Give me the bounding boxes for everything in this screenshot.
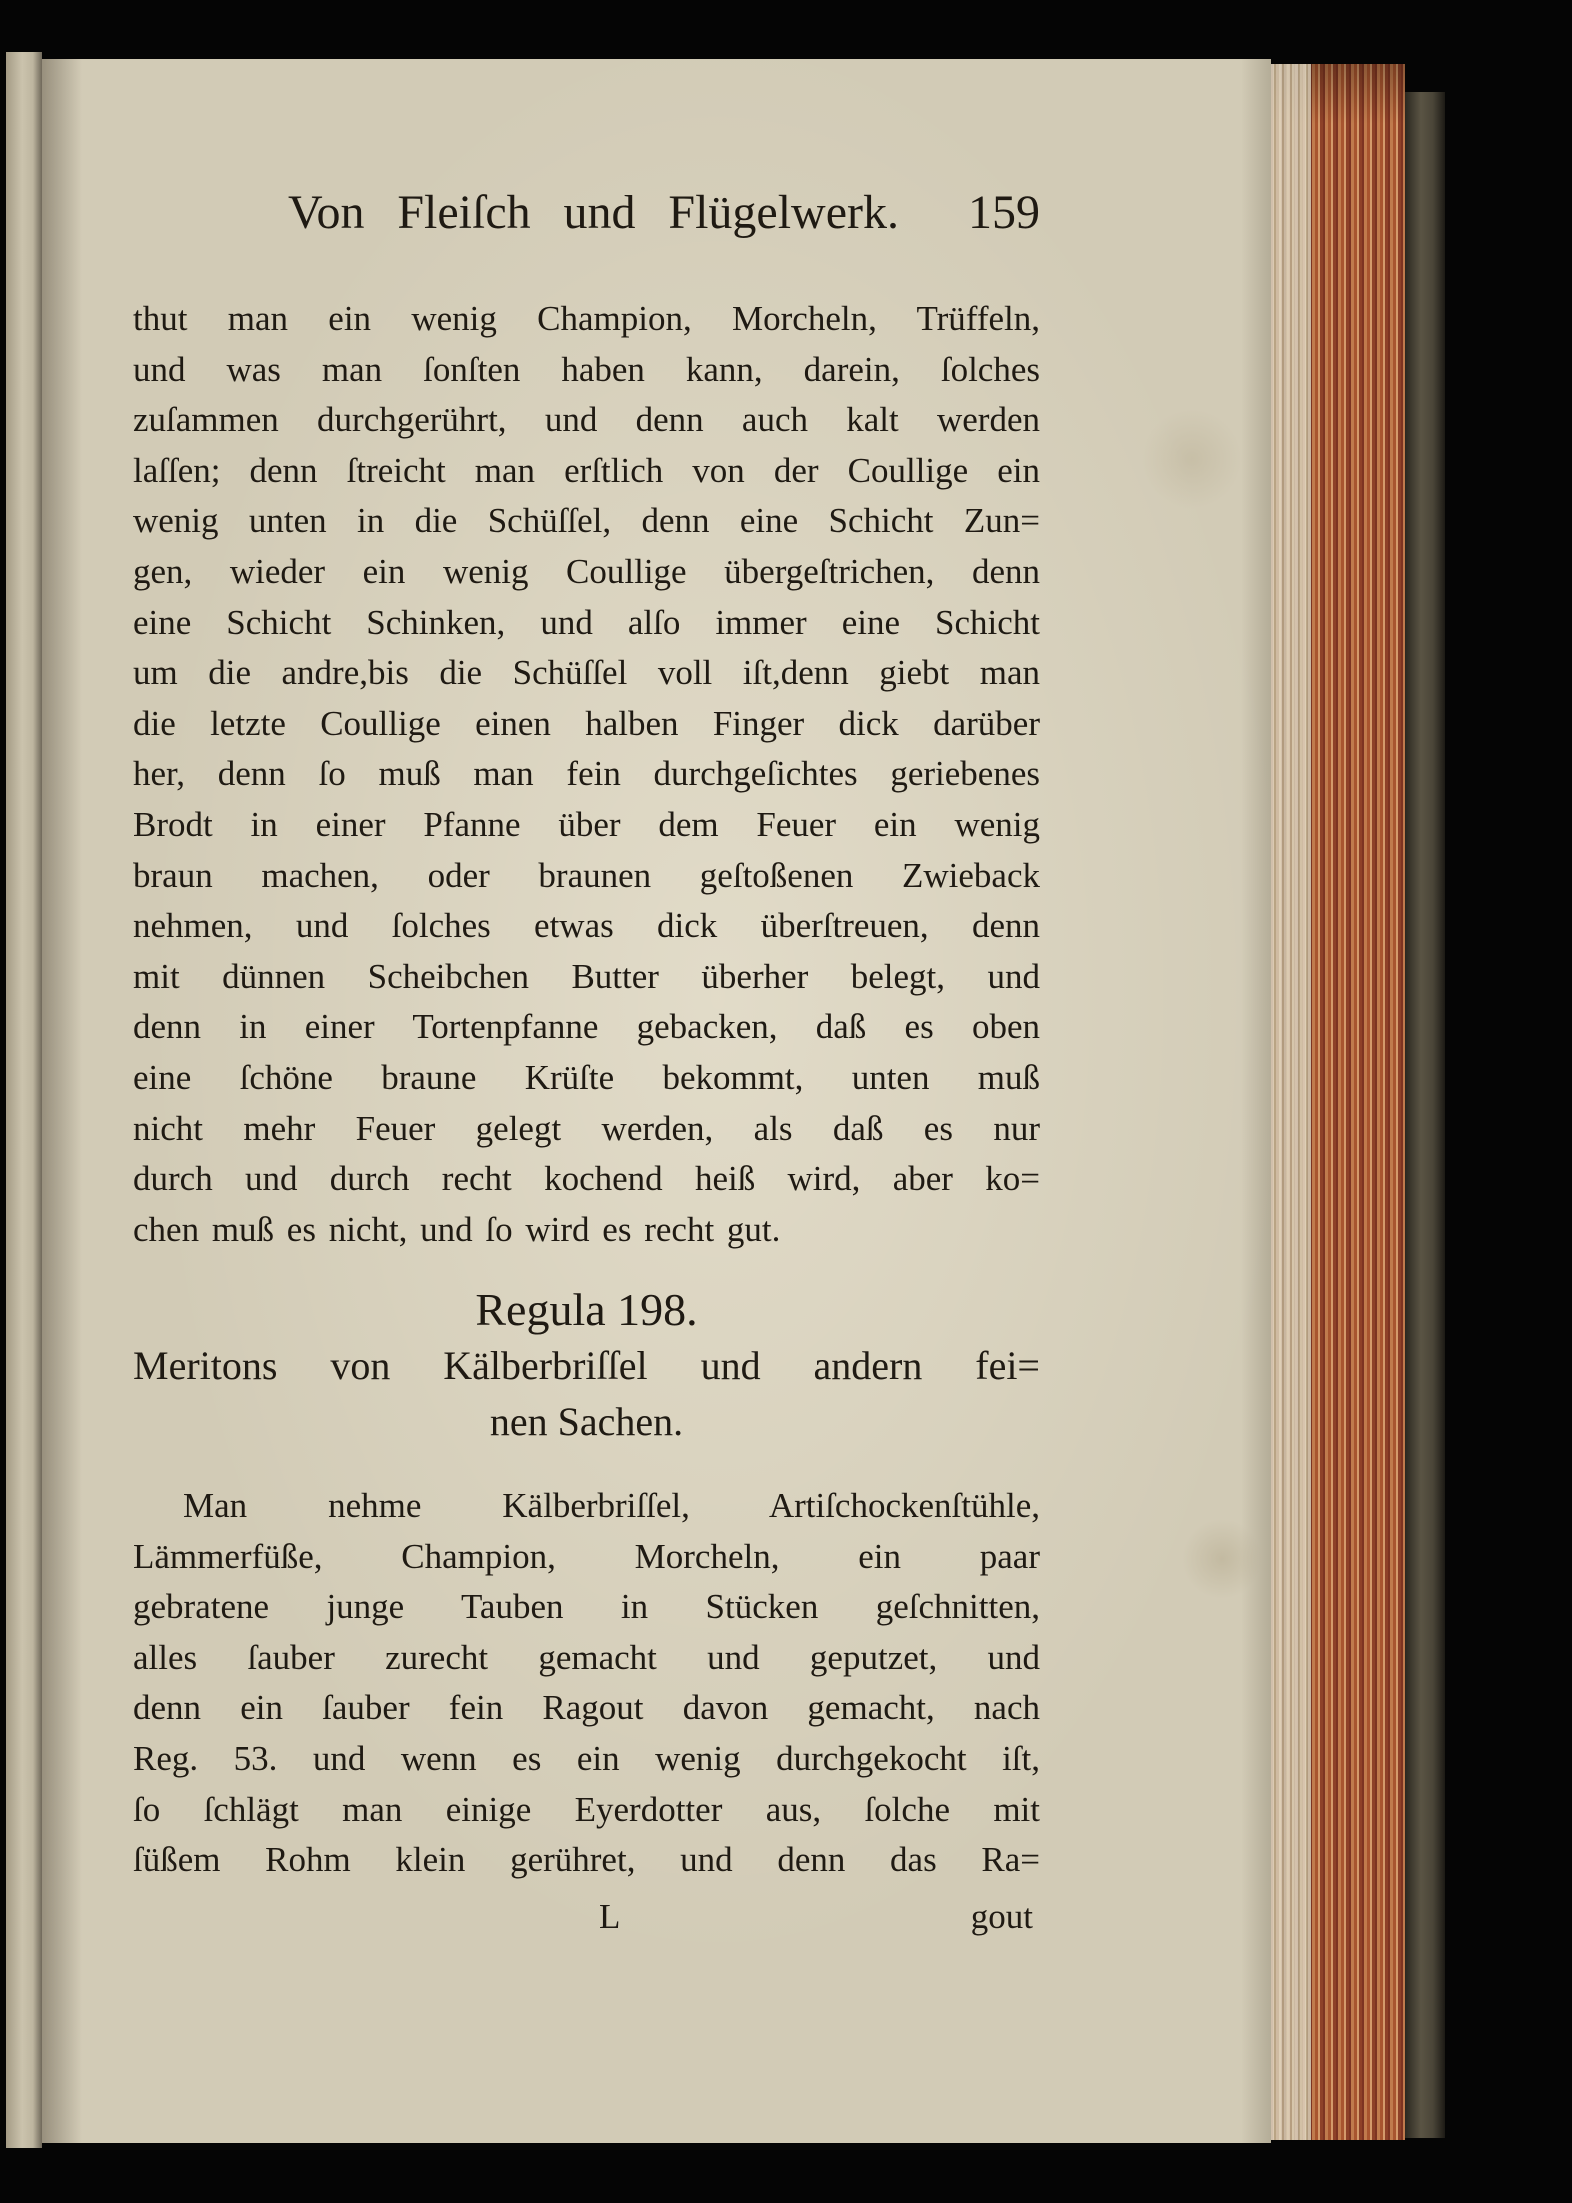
body-line: und was man ſonſten haben kann, darein, ſolches	[133, 349, 1040, 389]
body-line: nicht mehr Feuer gelegt werden, als daß es nur	[133, 1108, 1040, 1148]
body-line: thut man ein wenig Champion, Morcheln, Trüffeln,	[133, 299, 1040, 338]
signature-mark: L	[599, 1897, 621, 1936]
section-heading: Regula 198.	[475, 1284, 698, 1335]
body-line: ſo ſchlägt man einige Eyerdotter aus, ſolche mit	[133, 1789, 1040, 1829]
body-line: eine ſchöne braune Krüſte bekommt, unten muß	[133, 1057, 1040, 1097]
body-line: zuſammen durchgerührt, und denn auch kalt werden	[133, 400, 1040, 440]
body-line: nehmen, und ſolches etwas dick überſtreuen, denn	[133, 906, 1040, 946]
body-line: denn in einer Tortenpfanne gebacken, daß es oben	[133, 1007, 1040, 1047]
body-line: gebratene junge Tauben in Stücken geſchnitten,	[133, 1587, 1040, 1627]
running-head: Von Fleiſch und Flügelwerk.	[288, 186, 899, 239]
body-line: Reg. 53. und wenn es ein wenig durchgekocht iſt,	[133, 1738, 1040, 1778]
section-body	[133, 1481, 1040, 1886]
page-block-edges-light	[1271, 64, 1311, 2140]
section-header	[133, 1282, 1040, 1450]
body-line: die letzte Coullige einen halben Finger dick darüber	[133, 703, 1040, 743]
catchword: gout	[970, 1897, 1033, 1936]
recipe-continuation	[133, 294, 1040, 1255]
body-line: wenig unten in die Schüſſel, denn eine Schicht Zun=	[133, 501, 1040, 541]
body-line: her, denn ſo muß man fein durchgeſichtes geriebenes	[133, 754, 1040, 794]
body-line: alles ſauber zurecht gemacht und geputzet, und	[133, 1637, 1040, 1677]
body-line: chen muß es nicht, und ſo wird es recht gut.	[133, 1209, 781, 1249]
body-line: mit dünnen Scheibchen Butter überher belegt, und	[133, 956, 1040, 996]
body-line: denn ein ſauber fein Ragout davon gemacht, nach	[133, 1688, 1040, 1728]
body-line: durch und durch recht kochend heiß wird, aber ko=	[133, 1159, 1040, 1199]
section-title-line: nen Sachen.	[489, 1399, 684, 1444]
page-number: 159	[968, 186, 1040, 239]
book-cover-edge	[1405, 92, 1445, 2138]
body-line: laſſen; denn ſtreicht man erſtlich von der Coullige ein	[133, 450, 1040, 490]
body-line: Lämmerfüße, Champion, Morcheln, ein paar	[133, 1536, 1040, 1576]
body-line: eine Schicht Schinken, und alſo immer eine Schicht	[133, 602, 1040, 642]
body-line: braun machen, oder braunen geſtoßenen Zwieback	[133, 855, 1040, 895]
page-footer	[133, 1892, 1040, 1942]
facing-page-edge	[6, 52, 42, 2148]
body-line: gen, wieder ein wenig Coullige übergeſtrichen, denn	[133, 551, 1040, 591]
body-line: Man nehme Kälberbriſſel, Artiſchockenſtühle,	[183, 1486, 1040, 1525]
body-line: Brodt in einer Pfanne über dem Feuer ein wenig	[133, 804, 1040, 844]
section-title-line: Meritons von Kälberbriſſel und andern fei=	[133, 1343, 1040, 1388]
body-line: um die andre,bis die Schüſſel voll iſt,denn giebt man	[133, 653, 1040, 693]
body-line: ſüßem Rohm klein gerühret, und denn das Ra=	[133, 1840, 1040, 1880]
